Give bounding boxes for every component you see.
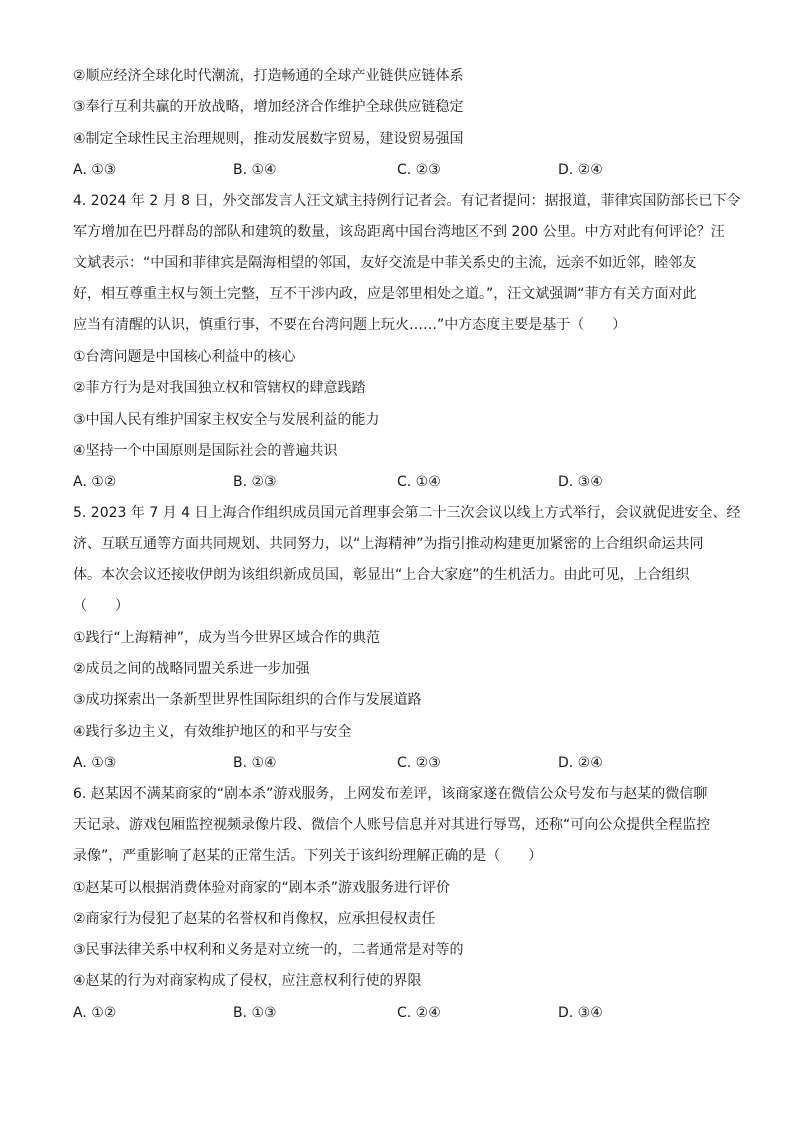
q4-stem-line: 军方增加在巴丹群岛的部队和建筑的数量，该岛距离中国台湾地区不到 200 公里。中方对此有何评论？汪 xyxy=(73,224,725,240)
q4-option-b: B. ②③ xyxy=(233,474,277,490)
q4-stem-line: 好，相互尊重主权与领土完整，互不干涉内政，应是邻里相处之道。”，汪文斌强调“菲方有关方面对此 xyxy=(73,286,697,302)
q5-option-c: C. ②③ xyxy=(397,755,441,771)
q3-option-a: A. ①③ xyxy=(73,162,117,178)
q4-stem-line: 文斌表示：“中国和菲律宾是隔海相望的邻国，友好交流是中菲关系史的主流，远亲不如近邻，睦邻友 xyxy=(73,255,697,271)
q6-option-b: B. ①③ xyxy=(233,1005,277,1021)
q5-stem-line: （ ） xyxy=(73,598,129,614)
q6-statement-3: ③民事法律关系中权利和义务是对立统一的，二者通常是对等的 xyxy=(73,942,464,958)
q4-statement-2: ②菲方行为是对我国独立权和管辖权的肆意践踏 xyxy=(73,380,366,396)
q3-statement-3: ③奉行互利共赢的开放战略，增加经济合作维护全球供应链稳定 xyxy=(73,99,464,115)
q6-option-d: D. ③④ xyxy=(558,1005,603,1021)
q4-statement-3: ③中国人民有维护国家主权安全与发展利益的能力 xyxy=(73,412,380,428)
q5-option-b: B. ①④ xyxy=(233,755,277,771)
q3-statement-2: ②顺应经济全球化时代潮流，打造畅通的全球产业链供应链体系 xyxy=(73,68,464,84)
q6-option-c: C. ②④ xyxy=(397,1005,441,1021)
q3-options xyxy=(73,160,733,180)
q3-statement-4: ④制定全球性民主治理规则，推动发展数字贸易，建设贸易强国 xyxy=(73,131,464,147)
q4-options xyxy=(73,472,733,492)
q6-stem-line: 6. 赵某因不满某商家的“剧本杀”游戏服务，上网发布差评，该商家遂在微信公众号发布与赵某的微信聊 xyxy=(73,786,708,802)
q3-option-b: B. ①④ xyxy=(233,162,277,178)
q5-stem-line: 5. 2023 年 7 月 4 日上海合作组织成员国元首理事会第二十三次会议以线上方式举行，会议就促进安全、经 xyxy=(73,505,741,521)
q5-stem-line: 体。本次会议还接收伊朗为该组织新成员国，彰显出“上合大家庭”的生机活力。由此可见，上合组织 xyxy=(73,567,690,583)
q5-option-a: A. ①③ xyxy=(73,755,117,771)
q5-statement-2: ②成员之间的战略同盟关系进一步加强 xyxy=(73,661,310,677)
q4-option-a: A. ①② xyxy=(73,474,117,490)
q5-statement-3: ③成功探索出一条新型世界性国际组织的合作与发展道路 xyxy=(73,692,422,708)
q4-stem-line: 4. 2024 年 2 月 8 日，外交部发言人汪文斌主持例行记者会。有记者提问：据报道，菲律宾国防部长已下令 xyxy=(73,193,741,209)
q5-stem-line: 济、互联互通等方面共同规划、共同努力，以“上海精神”为指引推动构建更加紧密的上合组织命运共同 xyxy=(73,536,704,552)
q3-option-d: D. ②④ xyxy=(558,162,603,178)
q5-statement-1: ①践行“上海精神”，成为当今世界区域合作的典范 xyxy=(73,630,381,646)
q4-statement-4: ④坚持一个中国原则是国际社会的普遍共识 xyxy=(73,443,338,459)
q6-statement-2: ②商家行为侵犯了赵某的名誉权和肖像权，应承担侵权责任 xyxy=(73,911,436,927)
q6-options xyxy=(73,1003,733,1023)
q5-statement-4: ④践行多边主义，有效维护地区的和平与安全 xyxy=(73,724,352,740)
q5-options xyxy=(73,753,733,773)
q6-statement-4: ④赵某的行为对商家构成了侵权，应注意权利行使的界限 xyxy=(73,973,422,989)
q6-stem-line: 录像”，严重影响了赵某的正常生活。下列关于该纠纷理解正确的是（ ） xyxy=(73,848,543,864)
q6-option-a: A. ①② xyxy=(73,1005,117,1021)
q4-stem-line: 应当有清醒的认识，慎重行事，不要在台湾问题上玩火……”中方态度主要是基于（ ） xyxy=(73,317,627,333)
q4-option-d: D. ③④ xyxy=(558,474,603,490)
q4-statement-1: ①台湾问题是中国核心利益中的核心 xyxy=(73,349,296,365)
q5-option-d: D. ②④ xyxy=(558,755,603,771)
q4-option-c: C. ①④ xyxy=(397,474,441,490)
q3-option-c: C. ②③ xyxy=(397,162,441,178)
q6-statement-1: ①赵某可以根据消费体验对商家的“剧本杀”游戏服务进行评价 xyxy=(73,880,451,896)
q6-stem-line: 天记录、游戏包厢监控视频录像片段、微信个人账号信息并对其进行辱骂，还称“可向公众提供全程监控 xyxy=(73,817,711,833)
